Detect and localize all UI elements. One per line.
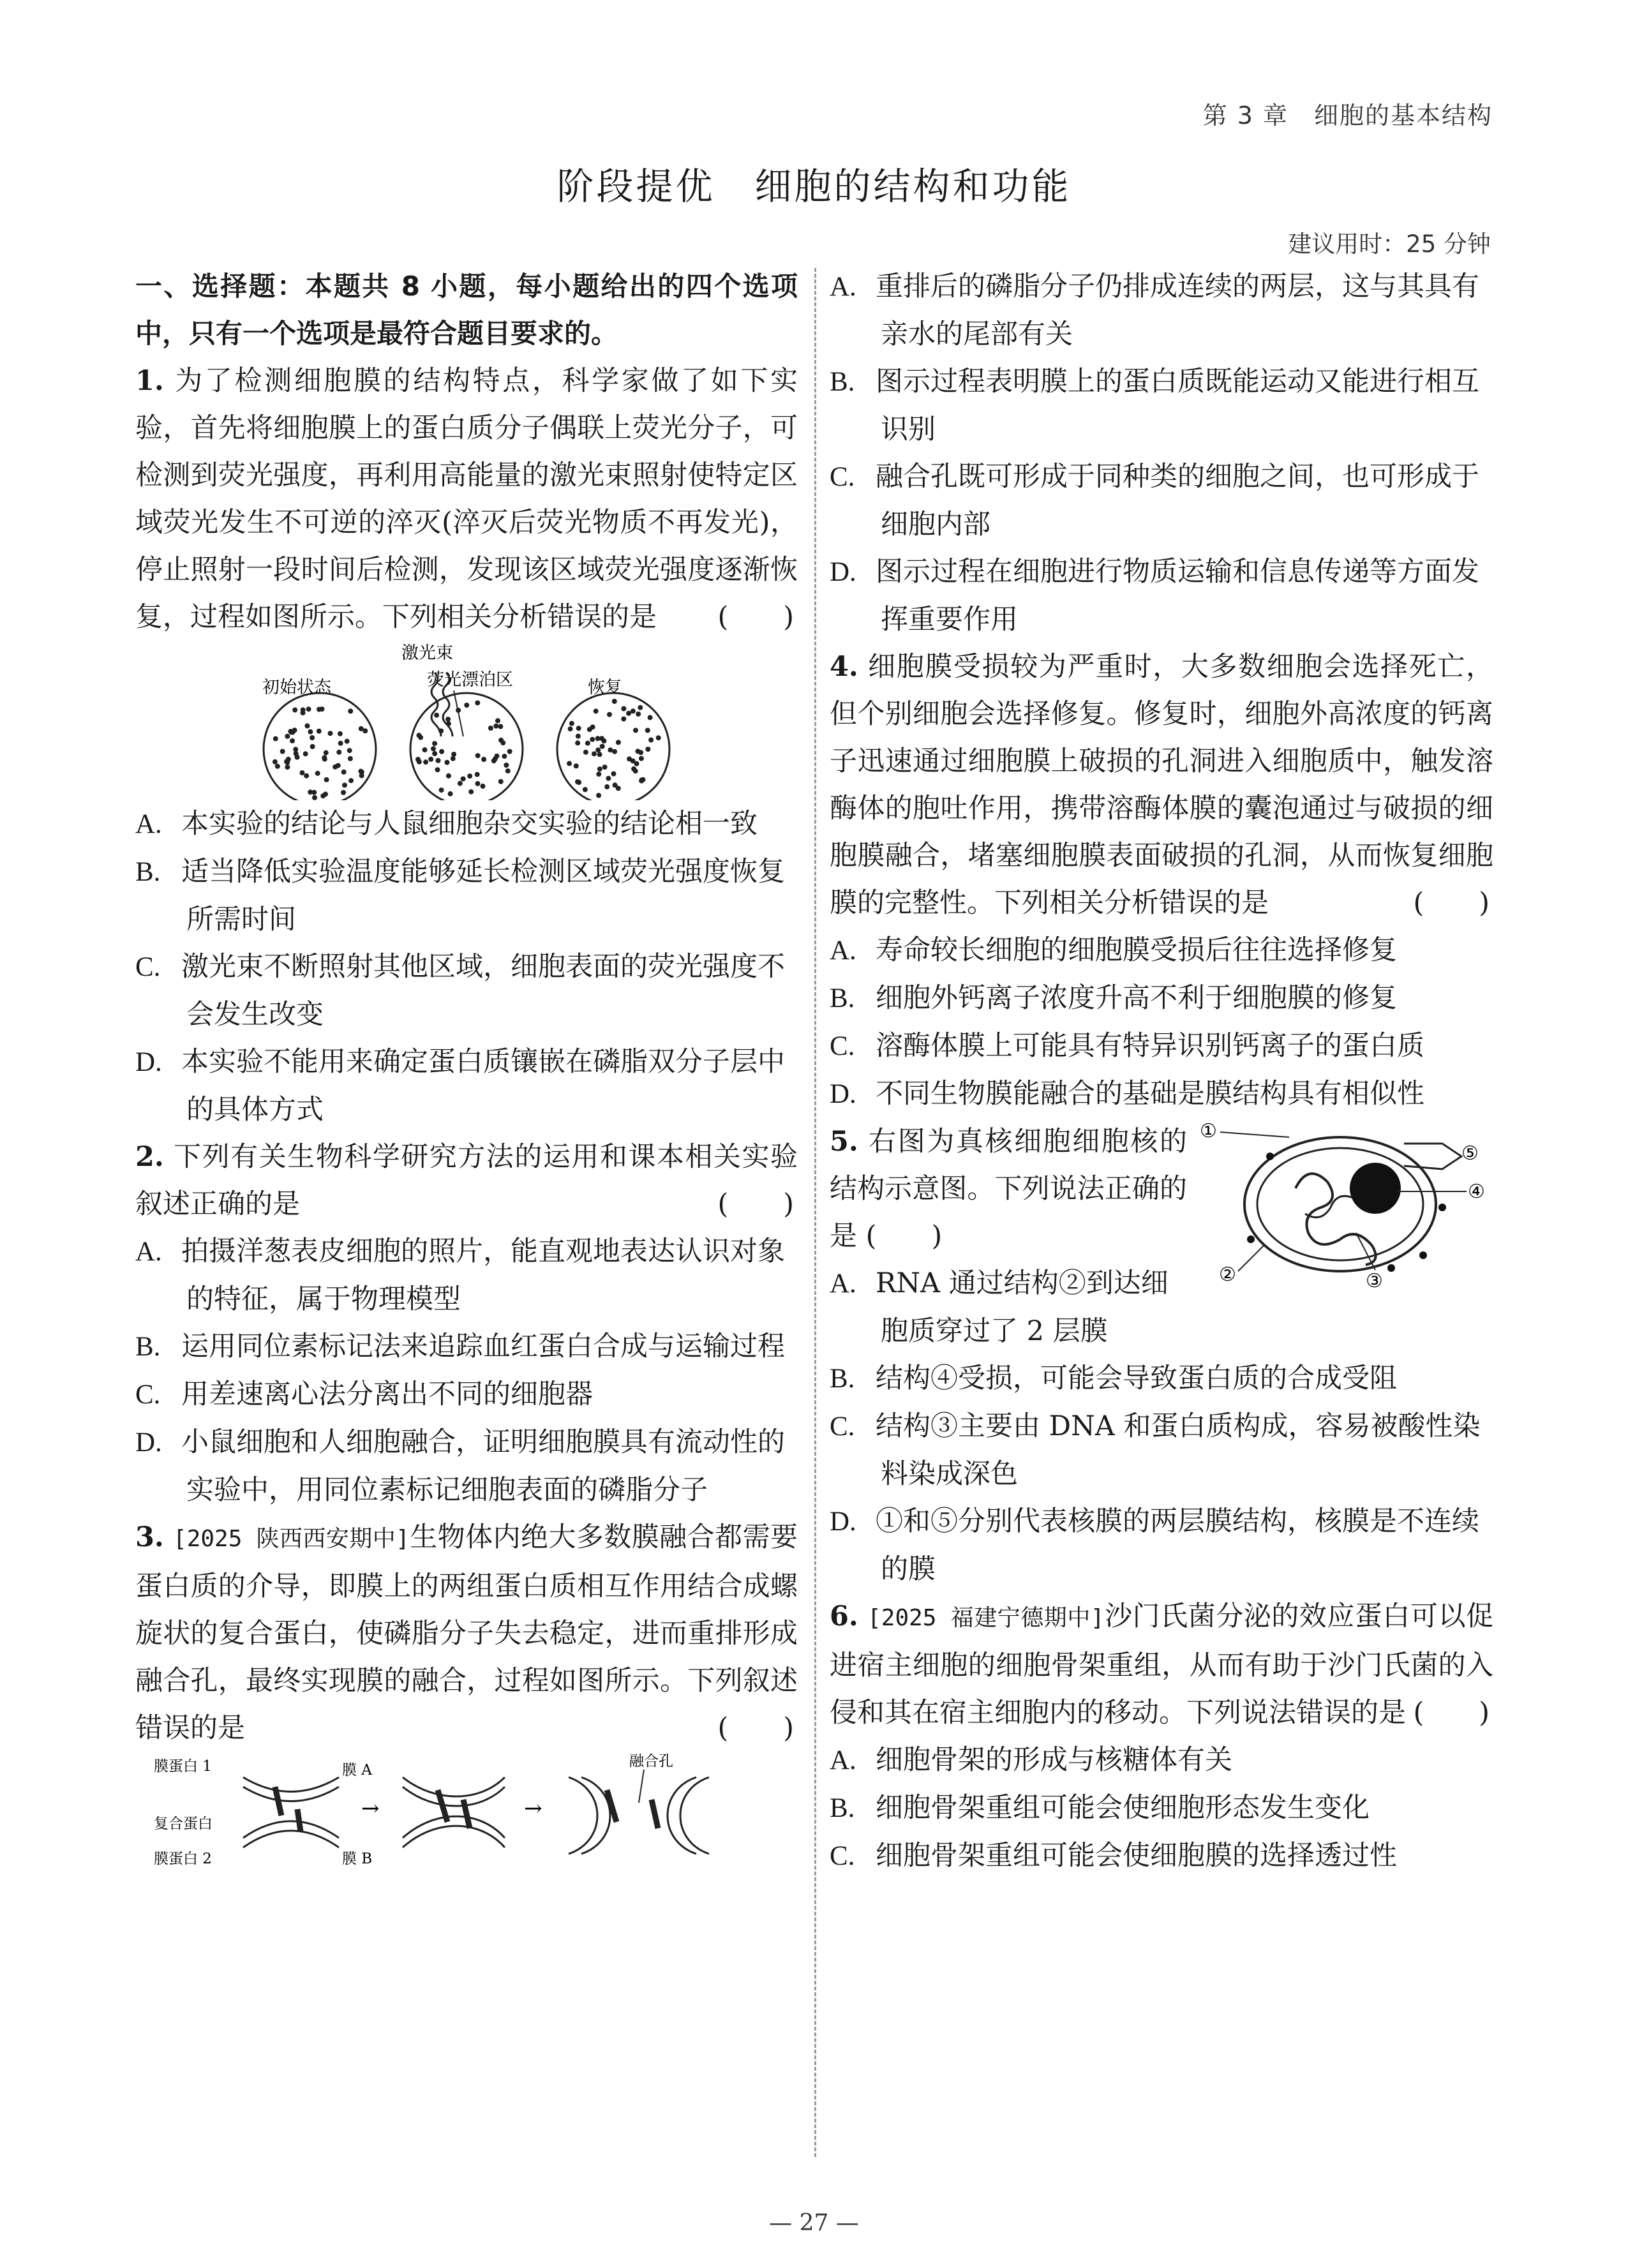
protein-dot <box>435 767 440 772</box>
protein-dot <box>604 784 609 789</box>
protein-dot <box>645 747 650 752</box>
protein-dot <box>439 749 444 754</box>
protein-dot <box>324 750 329 756</box>
option[interactable] <box>135 943 798 1038</box>
protein-dot <box>294 751 299 756</box>
label-pointer <box>1238 1246 1264 1271</box>
protein-dot <box>341 790 346 795</box>
option-letter: A. <box>135 809 162 839</box>
label-pointer <box>1220 1132 1289 1137</box>
protein-dot <box>596 772 601 777</box>
option[interactable] <box>830 974 1493 1022</box>
question-5-stem-block <box>830 1118 1187 1260</box>
protein-dot <box>656 735 661 740</box>
figure-label-initial: 初始状态 <box>262 678 331 698</box>
option-text: 细胞骨架重组可能会使细胞膜的选择透过性 <box>876 1840 1397 1872</box>
protein-dot <box>498 724 503 729</box>
figure-label-membrane-a: 膜 A <box>342 1762 372 1779</box>
protein-dot <box>631 766 636 772</box>
figure-label-4: ④ <box>1468 1181 1485 1203</box>
membrane-fusion-figure <box>147 1752 786 1873</box>
option-letter: B. <box>830 367 855 397</box>
option-letter: D. <box>135 1428 162 1458</box>
protein-dot <box>493 724 498 729</box>
option-letter: C. <box>830 1412 855 1442</box>
protein-dot <box>602 765 608 770</box>
nucleus-figure <box>1193 1118 1493 1290</box>
option[interactable] <box>830 927 1493 974</box>
option-letter: B. <box>830 983 855 1013</box>
protein-dot <box>626 711 631 716</box>
protein-dot <box>300 770 305 775</box>
protein-dot <box>636 712 641 717</box>
option-text: 结构③主要由 DNA 和蛋白质构成，容易被酸性染料染成深色 <box>876 1410 1481 1490</box>
protein-dot <box>639 777 644 782</box>
option-text: 结构④受损，可能会导致蛋白质的合成受阻 <box>876 1362 1397 1394</box>
section-heading: 一、选择题：本题共 8 小题，每小题给出的四个选项中，只有一个选项是最符合题目要求的。 <box>135 271 798 349</box>
option[interactable] <box>135 1228 798 1323</box>
protein-dot <box>306 706 311 712</box>
figure-label-fusion-pore: 融合孔 <box>629 1753 673 1770</box>
protein-dot <box>601 738 606 743</box>
protein-dot <box>312 795 317 800</box>
nucleolus <box>1350 1163 1401 1214</box>
protein-dot <box>341 770 347 775</box>
protein-dot <box>467 773 472 779</box>
question-5-text <box>830 1118 1187 1355</box>
protein-dot <box>446 773 451 779</box>
option-text: 本实验的结论与人鼠细胞杂交实验的结论相一致 <box>181 808 758 840</box>
protein-dot <box>445 760 450 765</box>
option-text: 细胞骨架重组可能会使细胞形态发生变化 <box>876 1792 1370 1824</box>
figure-label-laser: 激光束 <box>401 643 453 663</box>
protein-dots-recovered <box>567 699 661 798</box>
protein-dot <box>359 773 364 778</box>
nuclear-envelope-inner <box>1257 1148 1423 1260</box>
protein-dot <box>315 771 320 776</box>
protein-dot <box>273 759 278 765</box>
protein-dot <box>488 726 493 731</box>
answer-blank[interactable]: ( ) <box>1413 1697 1490 1729</box>
protein-dot <box>607 712 612 717</box>
option-letter: C. <box>830 1031 855 1061</box>
page-title: 阶段提优 细胞的结构和功能 <box>556 165 1072 208</box>
option[interactable] <box>830 548 1493 643</box>
option-text: 适当降低实验温度能够延长检测区域荧光强度恢复所需时间 <box>181 856 785 936</box>
fluorescence-figure <box>243 641 690 800</box>
question-number: 6. <box>830 1600 858 1632</box>
option-letter: A. <box>830 1269 856 1299</box>
option[interactable] <box>830 1260 1187 1355</box>
answer-blank[interactable]: ( ) <box>717 601 794 633</box>
left-column <box>135 263 798 1873</box>
protein-dot <box>288 729 293 734</box>
protein-dot <box>597 752 602 757</box>
protein-dot <box>423 759 428 765</box>
endoplasmic-reticulum <box>1404 1144 1461 1169</box>
protein-dot <box>616 740 621 745</box>
question-number: 3. <box>135 1521 164 1553</box>
protein-dot <box>576 734 581 739</box>
protein-dot <box>461 777 466 782</box>
protein-dot <box>498 779 504 784</box>
option-text: 细胞外钙离子浓度升高不利于细胞膜的修复 <box>876 982 1397 1014</box>
option-letter: B. <box>830 1793 855 1823</box>
question-1 <box>135 357 798 641</box>
answer-blank[interactable]: ( ) <box>1413 887 1490 919</box>
figure-label-recover: 恢复 <box>588 678 622 698</box>
option[interactable] <box>830 1498 1493 1593</box>
option-text: 不同生物膜能融合的基础是膜结构具有相似性 <box>876 1078 1424 1110</box>
protein-dot <box>310 735 315 740</box>
suggested-time: 建议用时：25 分钟 <box>1288 230 1491 258</box>
option-text: 重排后的磷脂分子仍排成连续的两层，这与其具有亲水的尾部有关 <box>876 271 1479 350</box>
option-text: 激光束不断照射其他区域，细胞表面的荧光强度不会发生改变 <box>181 951 785 1031</box>
question-number: 1. <box>135 365 164 397</box>
protein-dot <box>568 726 573 731</box>
protein-dot <box>613 782 618 787</box>
option[interactable] <box>830 1832 1493 1880</box>
protein-dot <box>323 792 328 797</box>
protein-dot <box>583 750 588 755</box>
option-letter: A. <box>830 1745 856 1775</box>
option[interactable] <box>135 848 798 943</box>
membrane-stage-2 <box>403 1777 505 1847</box>
protein-dot <box>348 708 353 713</box>
option[interactable] <box>830 1736 1493 1784</box>
protein-dot <box>583 787 588 792</box>
question-stem: 沙门氏菌分泌的效应蛋白可以促进宿主细胞的细胞骨架重组，从而有助于沙门氏菌的入侵和其在宿主细胞内的移动。下列说法错误的是 <box>830 1600 1494 1729</box>
protein-dot <box>585 741 590 746</box>
option[interactable] <box>830 263 1493 358</box>
option-text: ①和⑤分别代表核膜的两层膜结构，核膜是不连续的膜 <box>876 1505 1479 1585</box>
membrane-stage-1 <box>243 1777 339 1847</box>
protein-dot <box>415 757 421 762</box>
protein-dot <box>285 765 290 770</box>
answer-blank[interactable]: ( ) <box>865 1220 943 1252</box>
protein-dot <box>597 766 602 772</box>
question-number: 2. <box>135 1141 164 1173</box>
membrane-stage-3 <box>569 1770 709 1854</box>
option[interactable] <box>830 1403 1493 1498</box>
protein-dot <box>633 727 638 733</box>
protein-dot <box>359 726 364 731</box>
protein-dot <box>590 724 595 729</box>
option[interactable] <box>830 1355 1493 1403</box>
option-text: 寿命较长细胞的细胞膜受损后往往选择修复 <box>876 934 1397 966</box>
protein-dot <box>638 705 643 710</box>
protein-dot <box>621 717 626 722</box>
ribosome <box>1419 1251 1427 1259</box>
protein-dot <box>498 738 504 743</box>
question-number: 4. <box>830 651 858 683</box>
protein-dot <box>301 707 306 712</box>
bleach-pointer <box>454 690 463 736</box>
protein-dot <box>475 781 481 786</box>
option-text: 图示过程表明膜上的蛋白质既能运动又能进行相互识别 <box>876 366 1479 445</box>
protein-dot <box>338 731 343 736</box>
protein-dot <box>505 768 511 773</box>
protein-dot <box>475 772 480 777</box>
protein-dot <box>481 784 486 789</box>
protein-dot <box>451 756 456 761</box>
protein-dot <box>590 737 595 742</box>
protein-dot <box>303 751 308 756</box>
option[interactable] <box>830 358 1493 453</box>
protein-dot <box>448 791 453 796</box>
chromatin <box>1305 1196 1353 1217</box>
protein-dot <box>627 756 632 761</box>
protein-dot <box>574 763 579 768</box>
option[interactable] <box>830 1022 1493 1070</box>
protein-dot <box>569 721 574 726</box>
protein-dot <box>308 729 313 735</box>
ribosome <box>1438 1204 1446 1211</box>
figure-label-2: ② <box>1219 1264 1236 1286</box>
page-number: — 27 — <box>769 2210 859 2236</box>
protein-dot <box>576 780 581 785</box>
question-5 <box>830 1118 1493 1355</box>
option-text: 细胞骨架的形成与核糖体有关 <box>876 1744 1232 1776</box>
question-3 <box>135 1514 798 1752</box>
protein-dot <box>342 782 347 787</box>
arrow-icon: → <box>524 1796 542 1821</box>
question-stem: 细胞膜受损较为严重时，大多数细胞会选择死亡，但个别细胞会选择修复。修复时，细胞外高浓度的钙离子迅速通过细胞膜上破损的孔洞进入细胞质中，触发溶酶体的胞吐作用，携带溶酶体膜的囊泡通过与破损的细胞膜融合，堵塞细胞膜表面破损的孔洞，从而恢复细胞膜的完整性。下列相关分析错误的是 <box>830 651 1493 919</box>
protein-dot <box>348 778 354 783</box>
protein-dot <box>645 728 650 733</box>
protein-dot <box>445 717 451 722</box>
protein-dot <box>348 756 353 761</box>
option-text: 用差速离心法分离出不同的细胞器 <box>181 1378 593 1410</box>
protein-dot <box>428 757 433 762</box>
protein-dot <box>304 773 309 779</box>
question-stem: 生物体内绝大多数膜融合都需要蛋白质的介导，即膜上的两组蛋白质相互作用结合成螺旋状的复合蛋白，使磷脂分子失去稳定，进而重排形成融合孔，最终实现膜的融合，过程如图所示。下列叙述错误的是 <box>135 1521 798 1744</box>
protein-dot <box>432 751 437 756</box>
protein-dots-initial <box>273 706 368 800</box>
option-letter: D. <box>830 1079 856 1109</box>
protein-dot <box>576 726 581 731</box>
protein-dot <box>639 756 644 761</box>
protein-dot <box>439 787 444 793</box>
arrow-icon: → <box>361 1796 380 1821</box>
protein-dot <box>434 713 439 718</box>
protein-dot <box>280 749 285 754</box>
answer-blank[interactable]: ( ) <box>717 1712 794 1744</box>
protein-dot <box>332 765 338 770</box>
option[interactable] <box>135 1038 798 1133</box>
protein-dot <box>290 738 295 743</box>
protein-dot <box>310 744 315 749</box>
protein-dots-bleached <box>415 700 512 796</box>
protein-dot <box>311 790 317 795</box>
figure-label-complex: 复合蛋白 <box>154 1816 213 1832</box>
question-stem: 右图为真核细胞细胞核的结构示意图。下列说法正确的是 <box>830 1126 1188 1252</box>
protein-dot <box>432 741 437 746</box>
protein-dot <box>507 749 512 754</box>
option-text: 拍摄洋葱表皮细胞的照片，能直观地表达认识对象的特征，属于物理模型 <box>181 1235 785 1315</box>
protein-dot <box>636 749 641 754</box>
protein-dot <box>338 741 343 746</box>
figure-label-bleach: 荧光漂泊区 <box>427 670 513 690</box>
option[interactable] <box>135 1419 798 1514</box>
protein-dot <box>634 761 639 766</box>
question-4 <box>830 643 1493 927</box>
protein-dot <box>317 707 322 712</box>
protein-dot <box>468 789 474 795</box>
protein-dot <box>481 757 486 762</box>
question-source: [2025 福建宁德期中] <box>867 1605 1105 1631</box>
protein-dot <box>592 751 597 756</box>
right-column <box>830 263 1493 1880</box>
figure-label-5: ⑤ <box>1461 1142 1479 1165</box>
protein-dot <box>275 764 280 769</box>
protein-dot <box>286 757 291 762</box>
question-stem: 为了检测细胞膜的结构特点，科学家做了如下实验，首先将细胞膜上的蛋白质分子偶联上荧光分子，可检测到荧光强度，再利用高能量的激光束照射使特定区域荧光发生不可逆的淬灭(淬灭后荧光物质不再发光)，停止照射一段时间后检测，发现该区域荧光强度逐渐恢复，过程如图所示。下列相关分析错误的是 <box>135 365 798 633</box>
protein-dot <box>596 793 601 798</box>
question-6 <box>830 1593 1493 1736</box>
protein-dot <box>612 699 617 704</box>
option-letter: D. <box>135 1047 162 1077</box>
ribosome <box>1247 1235 1255 1243</box>
protein-dot <box>305 724 310 729</box>
option-letter: B. <box>830 1364 855 1394</box>
option-letter: A. <box>830 936 856 966</box>
protein-dot <box>595 747 601 752</box>
protein-dot <box>336 750 341 755</box>
protein-dot <box>495 718 500 723</box>
figure-label-protein1: 膜蛋白 1 <box>154 1758 212 1775</box>
question-2 <box>135 1133 798 1228</box>
protein-dot <box>504 763 509 768</box>
figure-label-membrane-b: 膜 B <box>342 1851 373 1867</box>
protein-dot <box>322 755 327 760</box>
option-letter: C. <box>135 1380 161 1410</box>
figure-label-3: ③ <box>1366 1270 1383 1290</box>
option-letter: C. <box>830 462 855 492</box>
protein-dot <box>347 748 352 753</box>
option[interactable] <box>135 1323 798 1371</box>
protein-dot <box>648 715 653 720</box>
protein-dot <box>464 703 469 708</box>
option-letter: D. <box>830 1507 856 1537</box>
option-text: RNA 通过结构②到达细胞质穿过了 2 层膜 <box>876 1267 1169 1347</box>
option-text: 小鼠细胞和人细胞融合，证明细胞膜具有流动性的实验中，用同位素标记细胞表面的磷脂分子 <box>181 1426 785 1506</box>
protein-dot <box>475 753 481 758</box>
protein-dot <box>273 736 278 742</box>
protein-dot <box>594 708 599 713</box>
option-text: 溶酶体膜上可能具有特异识别钙离子的蛋白质 <box>876 1030 1424 1062</box>
option[interactable] <box>135 1371 798 1419</box>
option[interactable] <box>830 1784 1493 1832</box>
column-divider <box>814 268 816 2157</box>
protein-dot <box>324 777 329 782</box>
option-letter: A. <box>135 1237 162 1267</box>
protein-dot <box>606 776 611 781</box>
protein-dot <box>417 733 422 738</box>
figure-label-protein2: 膜蛋白 2 <box>154 1851 212 1867</box>
option-text: 图示过程在细胞进行物质运输和信息传递等方面发挥重要作用 <box>876 556 1479 636</box>
protein-dot <box>595 736 601 741</box>
protein-dot <box>317 729 322 734</box>
protein-dot <box>285 734 290 739</box>
protein-dot <box>611 772 616 777</box>
option-text: 本实验不能用来确定蛋白质镶嵌在磷脂双分子层中的具体方式 <box>181 1046 785 1126</box>
option-letter: C. <box>830 1841 855 1871</box>
option[interactable] <box>830 1070 1493 1118</box>
protein-dot <box>436 758 441 763</box>
protein-dot <box>600 744 605 749</box>
option[interactable] <box>830 453 1493 548</box>
question-number: 5. <box>830 1126 858 1158</box>
protein-dot <box>345 739 350 744</box>
option-letter: B. <box>135 1332 161 1362</box>
protein-dot <box>612 749 617 754</box>
protein-dot <box>431 746 436 751</box>
protein-dot <box>458 781 463 786</box>
chapter-header: 第 3 章 细胞的基本结构 <box>1202 101 1493 130</box>
option-text: 运用同位素标记法来追踪血红蛋白合成与运输过程 <box>181 1331 785 1362</box>
option-letter: B. <box>135 857 161 887</box>
option-letter: C. <box>135 952 161 982</box>
protein-dot <box>451 752 456 757</box>
protein-dot <box>648 738 653 743</box>
protein-dot <box>495 754 500 759</box>
protein-dot <box>328 731 333 736</box>
protein-dot <box>502 754 507 759</box>
option-letter: A. <box>830 272 856 302</box>
question-stem: 下列有关生物科学研究方法的运用和课本相关实验叙述正确的是 <box>135 1141 798 1220</box>
option-text: 融合孔既可形成于同种类的细胞之间，也可形成于细胞内部 <box>876 461 1479 541</box>
protein-dot <box>475 700 480 705</box>
protein-dot <box>631 708 636 713</box>
answer-blank[interactable]: ( ) <box>717 1188 794 1220</box>
option-letter: D. <box>830 557 856 587</box>
protein-dot <box>575 740 580 745</box>
question-source: [2025 陕西西安期中] <box>173 1526 410 1552</box>
protein-dot <box>422 747 428 752</box>
ribosome <box>1266 1153 1274 1160</box>
option[interactable] <box>135 800 798 848</box>
protein-dot <box>621 706 626 712</box>
figure-label-1: ① <box>1200 1120 1217 1142</box>
protein-dot <box>567 761 572 766</box>
ribosome <box>1387 1264 1395 1272</box>
cell-bleached <box>410 693 523 800</box>
protein-dot <box>292 708 297 713</box>
